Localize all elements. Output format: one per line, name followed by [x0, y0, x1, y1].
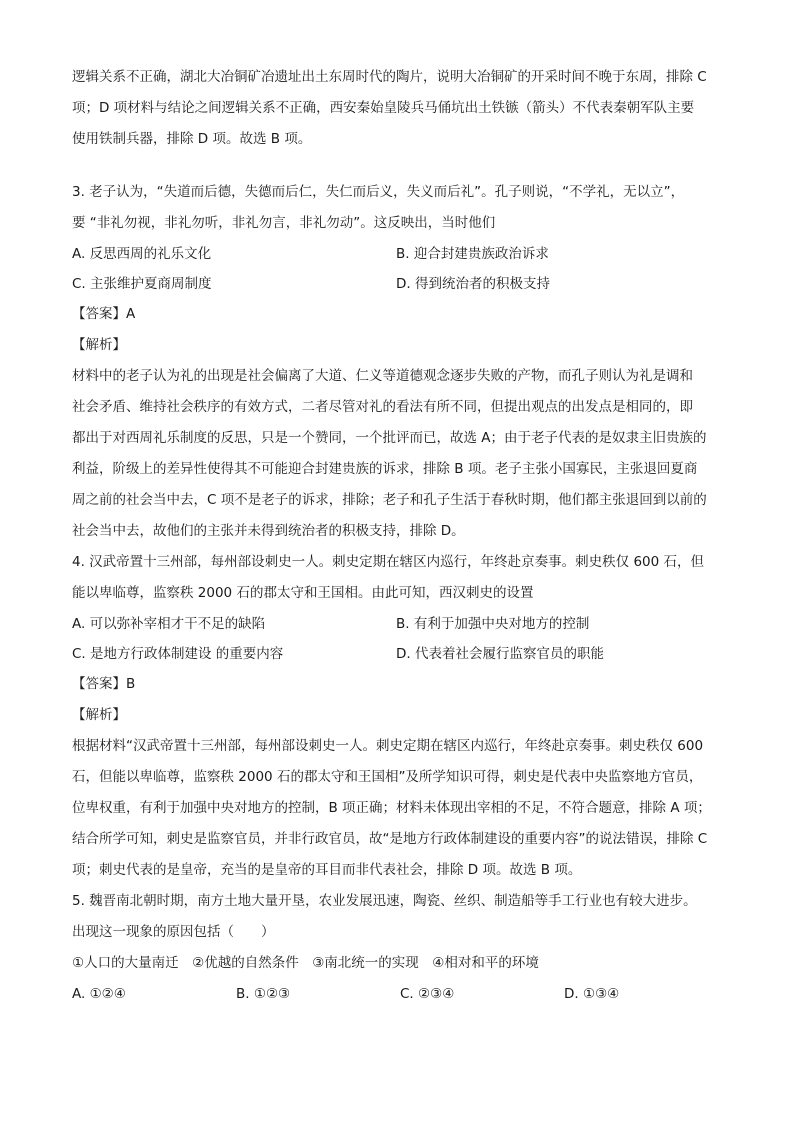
question-stem-line: 3. 老子认为，“失道而后德，失德而后仁，失仁而后义，失义而后礼”。孔子则说，“不学礼，无以立”， — [72, 184, 685, 200]
analysis-line: 利益，阶级上的差异性使得其不可能迎合封建贵族的诉求，排除 B 项。老子主张小国寡民，主张退回夏商 — [72, 461, 698, 477]
option-a: A. 反思西周的礼乐文化 — [72, 246, 212, 262]
question-stem-line: 4. 汉武帝置十三州部，每州部设刺史一人。刺史定期在辖区内巡行，年终赴京奏事。刺史秩仅 600 石，但 — [72, 554, 705, 570]
question-stem-line: 能以卑临尊，监察秩 2000 石的郡太守和王国相。由此可知，西汉刺史的设置 — [72, 585, 534, 601]
option-d: D. ①③④ — [564, 986, 620, 1002]
option-c: C. 是地方行政体制建设 的重要内容 — [72, 646, 284, 662]
option-c: C. 主张维护夏商周制度 — [72, 276, 212, 292]
text-line: 使用铁制兵器，排除 D 项。故选 B 项。 — [72, 131, 312, 147]
analysis-line: 周之前的社会当中去，C 项不是老子的诉求，排除；老子和孔子生活于春秋时期，他们都主张退回到以前的 — [72, 492, 707, 508]
analysis-line: 根据材料“汉武帝置十三州部，每州部设刺史一人。刺史定期在辖区内巡行，年终赴京奏事。刺史秩仅 600 — [72, 738, 704, 754]
answer-label: 【答案】B — [72, 676, 136, 692]
options-row — [72, 609, 732, 639]
analysis-line: 石，但能以卑临尊，监察秩 2000 石的郡太守和王国相”及所学知识可得，刺史是代表中央监察地方官员， — [72, 769, 703, 785]
option-a: A. ①②④ — [72, 986, 126, 1002]
previous-analysis-tail — [72, 62, 732, 155]
options-row — [72, 979, 732, 1009]
analysis-line: 社会矛盾、维持社会秩序的有效方式，二者尽管对礼的看法有所不同，但提出观点的出发点是相同的，即 — [72, 399, 693, 415]
analysis-label: 【解析】 — [72, 707, 126, 723]
text-line: 项；D 项材料与结论之间逻辑关系不正确，西安秦始皇陵兵马俑坑出土铁镞（箭头）不代表秦朝军队主要 — [72, 100, 695, 116]
question-3 — [72, 177, 732, 547]
question-stem-line: ①人口的大量南迁 ②优越的自然条件 ③南北统一的实现 ④相对和平的环境 — [72, 955, 539, 971]
options-row — [72, 269, 732, 299]
option-c: C. ②③④ — [400, 986, 455, 1002]
analysis-line: 材料中的老子认为礼的出现是社会偏离了大道、仁义等道德观念逐步失败的产物，而孔子则认为礼是调和 — [72, 368, 693, 384]
options-row — [72, 639, 732, 669]
question-stem-line: 出现这一现象的原因包括（ ） — [72, 924, 275, 940]
option-d: D. 代表着社会履行监察官员的职能 — [396, 646, 604, 662]
question-stem-line: 5. 魏晋南北朝时期，南方土地大量开垦，农业发展迅速，陶瓷、丝织、制造船等手工行业也有较大进步。 — [72, 893, 697, 909]
analysis-label: 【解析】 — [72, 337, 126, 353]
option-a: A. 可以弥补宰相才干不足的缺陷 — [72, 616, 266, 632]
option-d: D. 得到统治者的积极支持 — [396, 276, 550, 292]
option-b: B. 迎合封建贵族政治诉求 — [396, 246, 549, 262]
analysis-line: 位卑权重，有利于加强中央对地方的控制，B 项正确；材料未体现出宰相的不足，不符合题意，排除 A 项； — [72, 800, 711, 816]
text-line: 逻辑关系不正确，湖北大冶铜矿冶遗址出土东周时代的陶片，说明大冶铜矿的开采时间不晚于东周，排除 C — [72, 69, 707, 85]
analysis-line: 都出于对西周礼乐制度的反思，只是一个赞同，一个批评而已，故选 A；由于老子代表的是奴隶主旧贵族的 — [72, 430, 707, 446]
answer-label: 【答案】A — [72, 306, 136, 322]
question-stem-line: 要 “非礼勿视，非礼勿听，非礼勿言，非礼勿动”。这反映出，当时他们 — [72, 215, 496, 231]
analysis-line: 项；刺史代表的是皇帝，充当的是皇帝的耳目而非代表社会，排除 D 项。故选 B 项。 — [72, 862, 582, 878]
option-b: B. 有利于加强中央对地方的控制 — [396, 616, 590, 632]
analysis-line: 结合所学可知，刺史是监察官员，并非行政官员，故“是地方行政体制建设的重要内容”的说法错误，排除 C — [72, 831, 708, 847]
analysis-line: 社会当中去，故他们的主张并未得到统治者的积极支持，排除 D。 — [72, 523, 465, 539]
option-b: B. ①②③ — [236, 986, 291, 1002]
question-4 — [72, 547, 732, 886]
question-5 — [72, 886, 732, 1009]
exam-page — [72, 62, 732, 1009]
options-row — [72, 239, 732, 269]
